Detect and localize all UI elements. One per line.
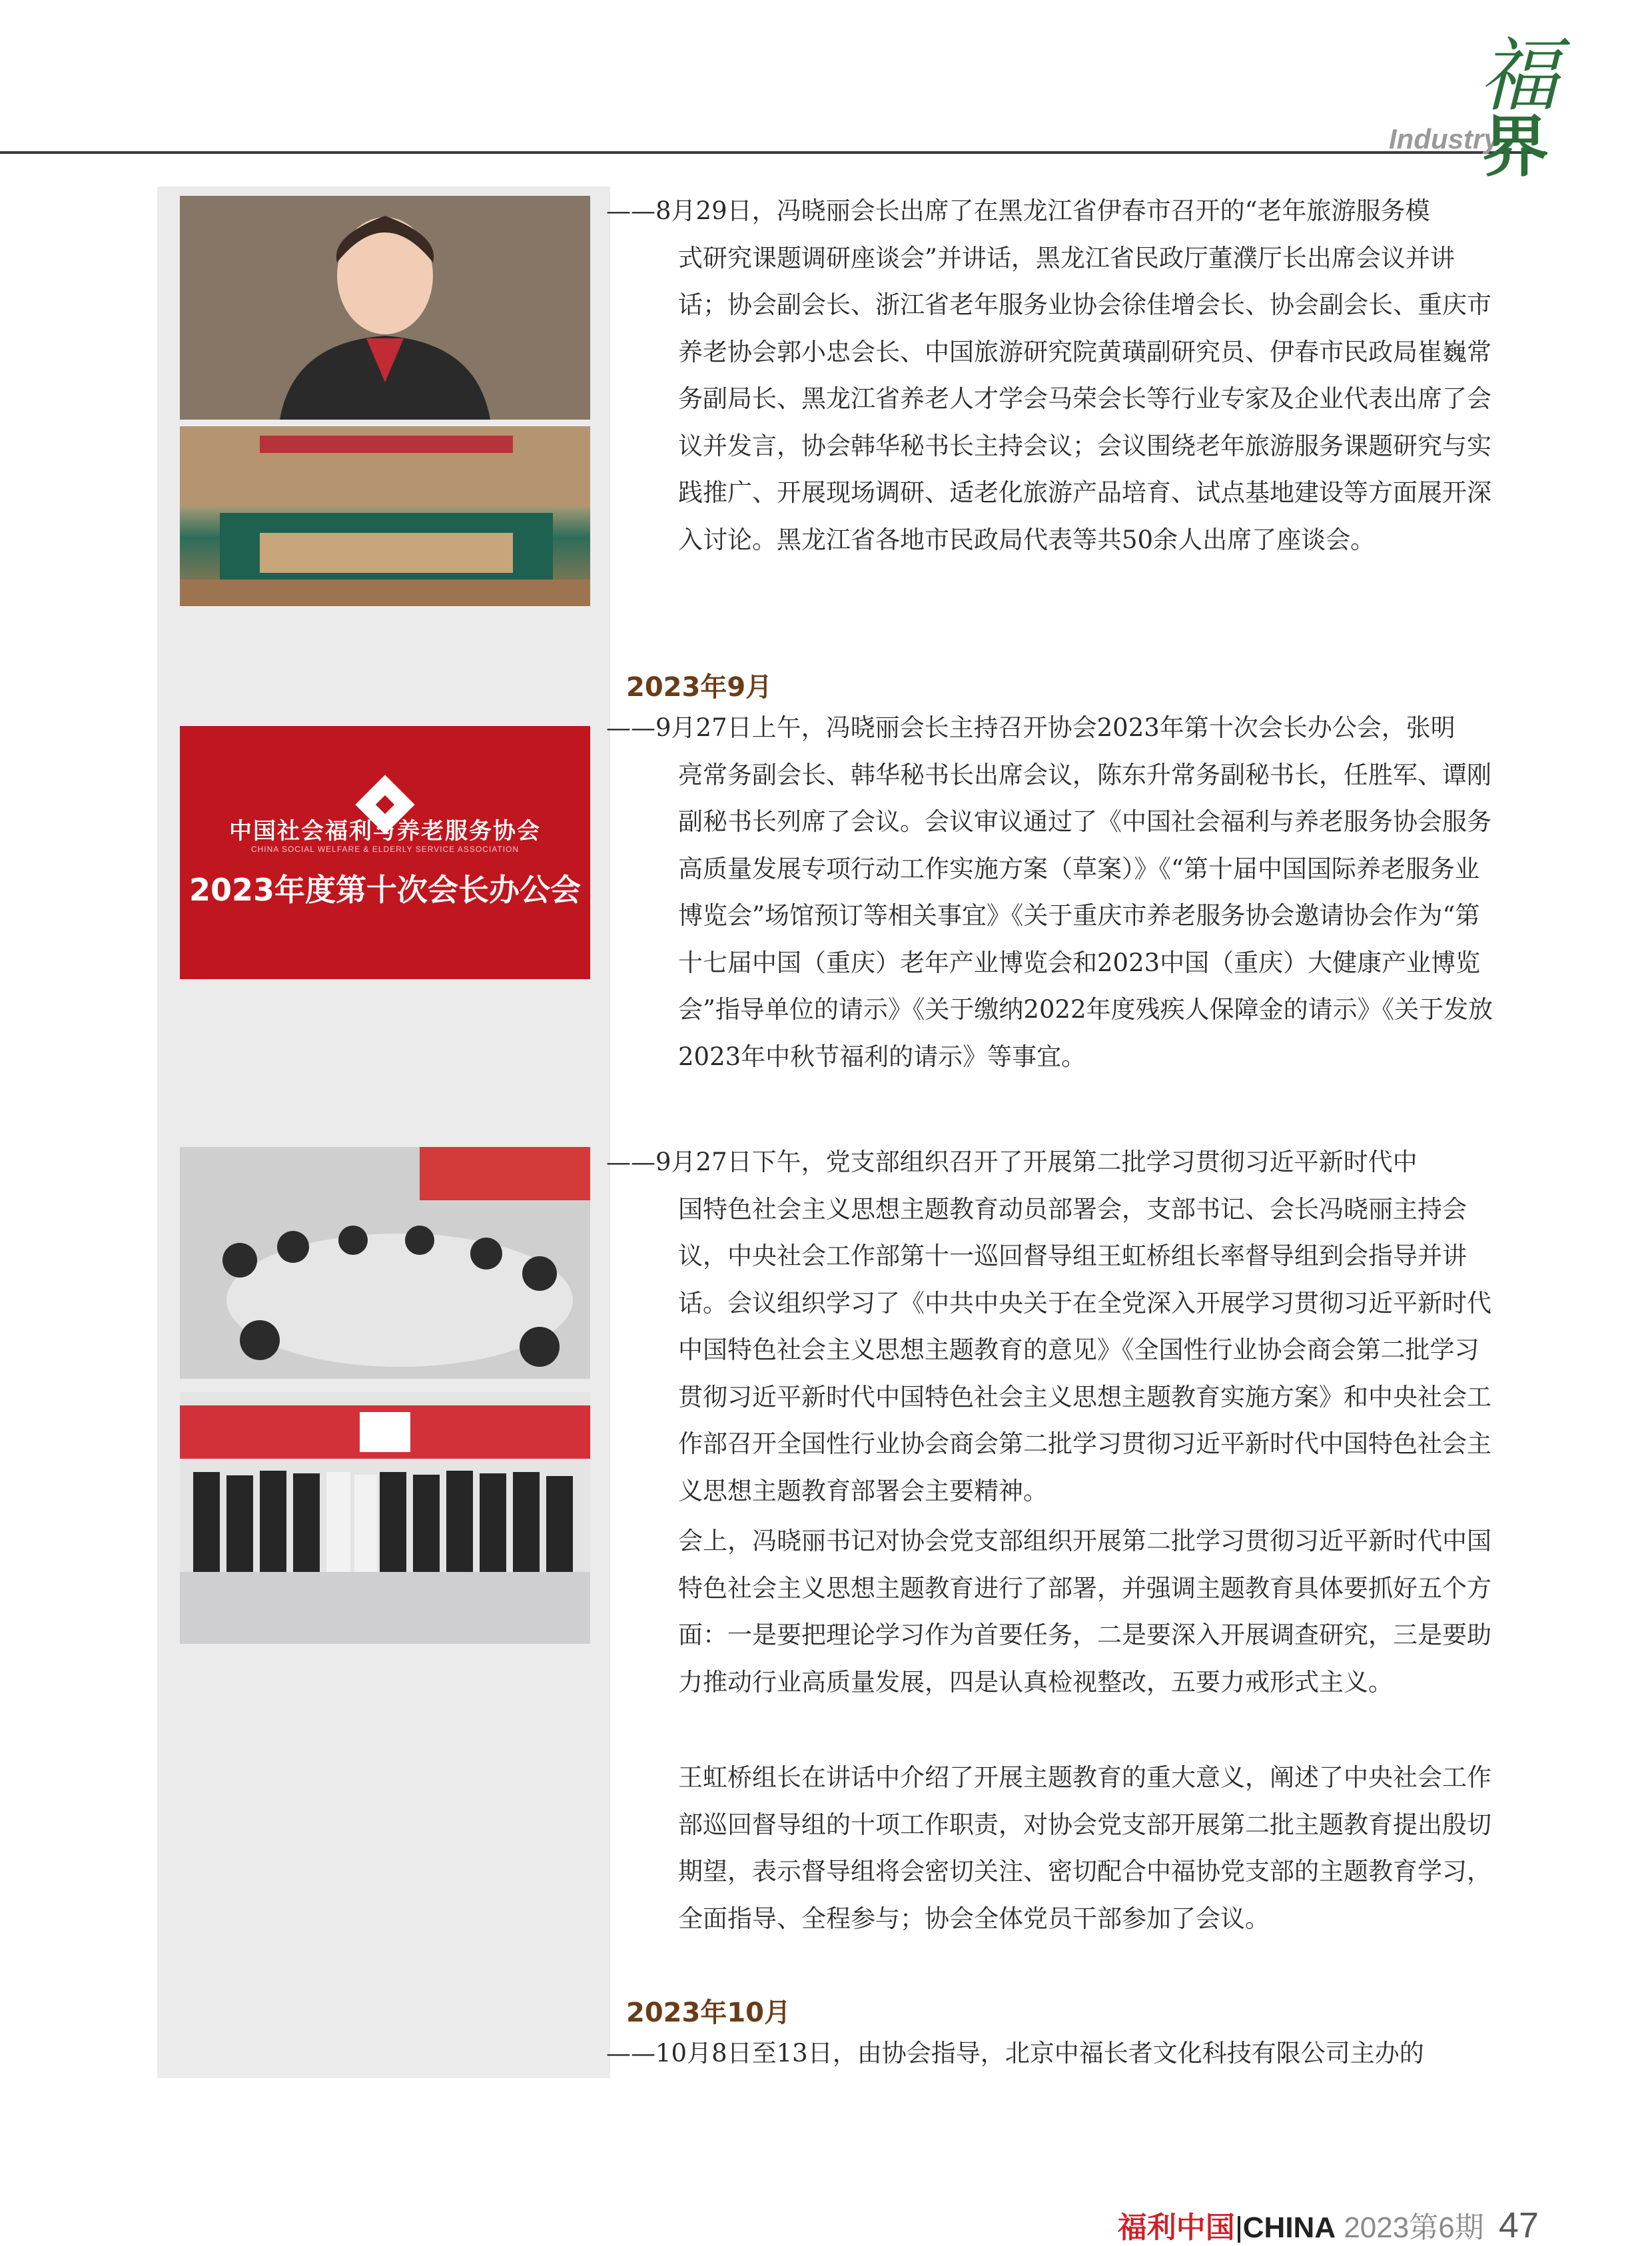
banner-org-name: 中国社会福利与养老服务协会	[229, 818, 541, 845]
page-footer	[1118, 2203, 1539, 2246]
photo-party-meeting	[180, 1147, 590, 1379]
issue-number: 2023第6期	[1344, 2211, 1484, 2244]
section-char: 界	[1482, 107, 1549, 186]
group-portrait-illustration	[180, 1392, 590, 1644]
entry-lead: ——9月27日下午，党支部组织召开了开展第二批学习贯彻习近平新时代中	[606, 1148, 1418, 1176]
entry-sep27-pm-para2: 会上，冯晓丽书记对协会党支部组织开展第二批学习贯彻习近平新时代中国特色社会主义思想主题教育进行了部署，并强调主题教育具体要抓好五个方面：一是要把理论学习作为首要任务，二是要深入开展调查研究，三是要助力推动行业高质量发展，四是认真检视整改，五要力戒形式主义。	[678, 1527, 1491, 1696]
month-heading: 2023年9月	[626, 672, 773, 703]
section-tag: Industry	[1389, 123, 1499, 155]
entry-sep27-pm	[606, 1139, 1499, 1515]
meeting-room-illustration	[180, 426, 590, 606]
photo-speaker-portrait	[180, 196, 590, 420]
entry-body: 亮常务副会长、韩华秘书长出席会议，陈东升常务副秘书长，任胜军、谭刚副秘书长列席了会议。会议审议通过了《中国社会福利与养老服务协会服务高质量发展专项行动工作实施方案（草案）》《“第十届中国国际养老服务业博览会”场馆预订等相关事宜》《关于重庆市养老服务协会邀请协会作为“第十七届中国（重庆）老年产业博览会和2023中国（重庆）大健康产业博览会”指导单位的请示》《关于缴纳2022年度残疾人保障金的请示》《关于发放2023年中秋节福利的请示》等事宜。	[678, 760, 1493, 1071]
photo-group-portrait	[180, 1392, 590, 1644]
photo-meeting-room	[180, 426, 590, 606]
entry-lead: ——8月29日，冯晓丽会长出席了在黑龙江省伊春市召开的“老年旅游服务模	[606, 196, 1430, 225]
entry-sep27-am	[606, 705, 1499, 1080]
party-meeting-illustration	[180, 1147, 590, 1379]
header-rule	[0, 151, 1545, 154]
entry-body: 国特色社会主义思想主题教育动员部署会，支部书记、会长冯晓丽主持会议，中央社会工作部第十一巡回督导组王虹桥组长率督导组到会指导并讲话。会议组织学习了《中共中央关于在全党深入开展学习贯彻习近平新时代中国特色社会主义思想主题教育的意见》《全国性行业协会商会第二批学习贯彻习近平新时代中国特色社会主义思想主题教育实施方案》和中央社会工作部召开全国性行业协会商会第二批学习贯彻习近平新时代中国特色社会主义思想主题教育部署会主要精神。	[678, 1194, 1491, 1505]
page-number: 47	[1498, 2205, 1539, 2245]
photo-meeting-banner	[180, 726, 590, 979]
entry-body: 式研究课题调研座谈会”并讲话，黑龙江省民政厅董濮厅长出席会议并讲话；协会副会长、浙江省老年服务业协会徐佳增会长、协会副会长、重庆市养老协会郭小忠会长、中国旅游研究院黄璜副研究员、伊春市民政局崔巍常务副局长、黑龙江省养老人才学会马荣会长等行业专家及企业代表出席了会议并发言，协会韩华秘书长主持会议；会议围绕老年旅游服务课题研究与实践推广、开展现场调研、适老化旅游产品培育、试点基地建设等方面展开深入讨论。黑龙江省各地市民政局代表等共50余人出席了座谈会。	[678, 243, 1491, 554]
month-heading: 2023年10月	[626, 1998, 791, 2028]
banner-meeting-title: 2023年度第十次会长办公会	[189, 872, 582, 908]
section-char-top: 福	[1479, 30, 1559, 123]
entry-lead: ——10月8日至13日，由协会指导，北京中福长者文化科技有限公司主办的	[606, 2039, 1424, 2067]
entry-oct8	[606, 2030, 1499, 2077]
magazine-brand: 福利中国	[1117, 2211, 1235, 2244]
entry-sep27-pm-para3: 王虹桥组长在讲话中介绍了开展主题教育的重大意义，阐述了中央社会工作部巡回督导组的十项工作职责，对协会党支部开展第二批主题教育提出殷切期望，表示督导组将会密切关注、密切配合中福协党支部的主题教育学习，全面指导、全程参与；协会全体党员干部参加了会议。	[678, 1763, 1491, 1933]
entry-aug29	[606, 188, 1499, 563]
footer-divider	[1238, 2216, 1240, 2243]
portrait-illustration	[180, 196, 590, 420]
entry-lead: ——9月27日上午，冯晓丽会长主持召开协会2023年第十次会长办公会，张明	[606, 713, 1455, 742]
banner-org-english: CHINA SOCIAL WELFARE & ELDERLY SERVICE ASSOCIATION	[250, 845, 520, 854]
magazine-brand-en: CHINA	[1242, 2211, 1336, 2244]
